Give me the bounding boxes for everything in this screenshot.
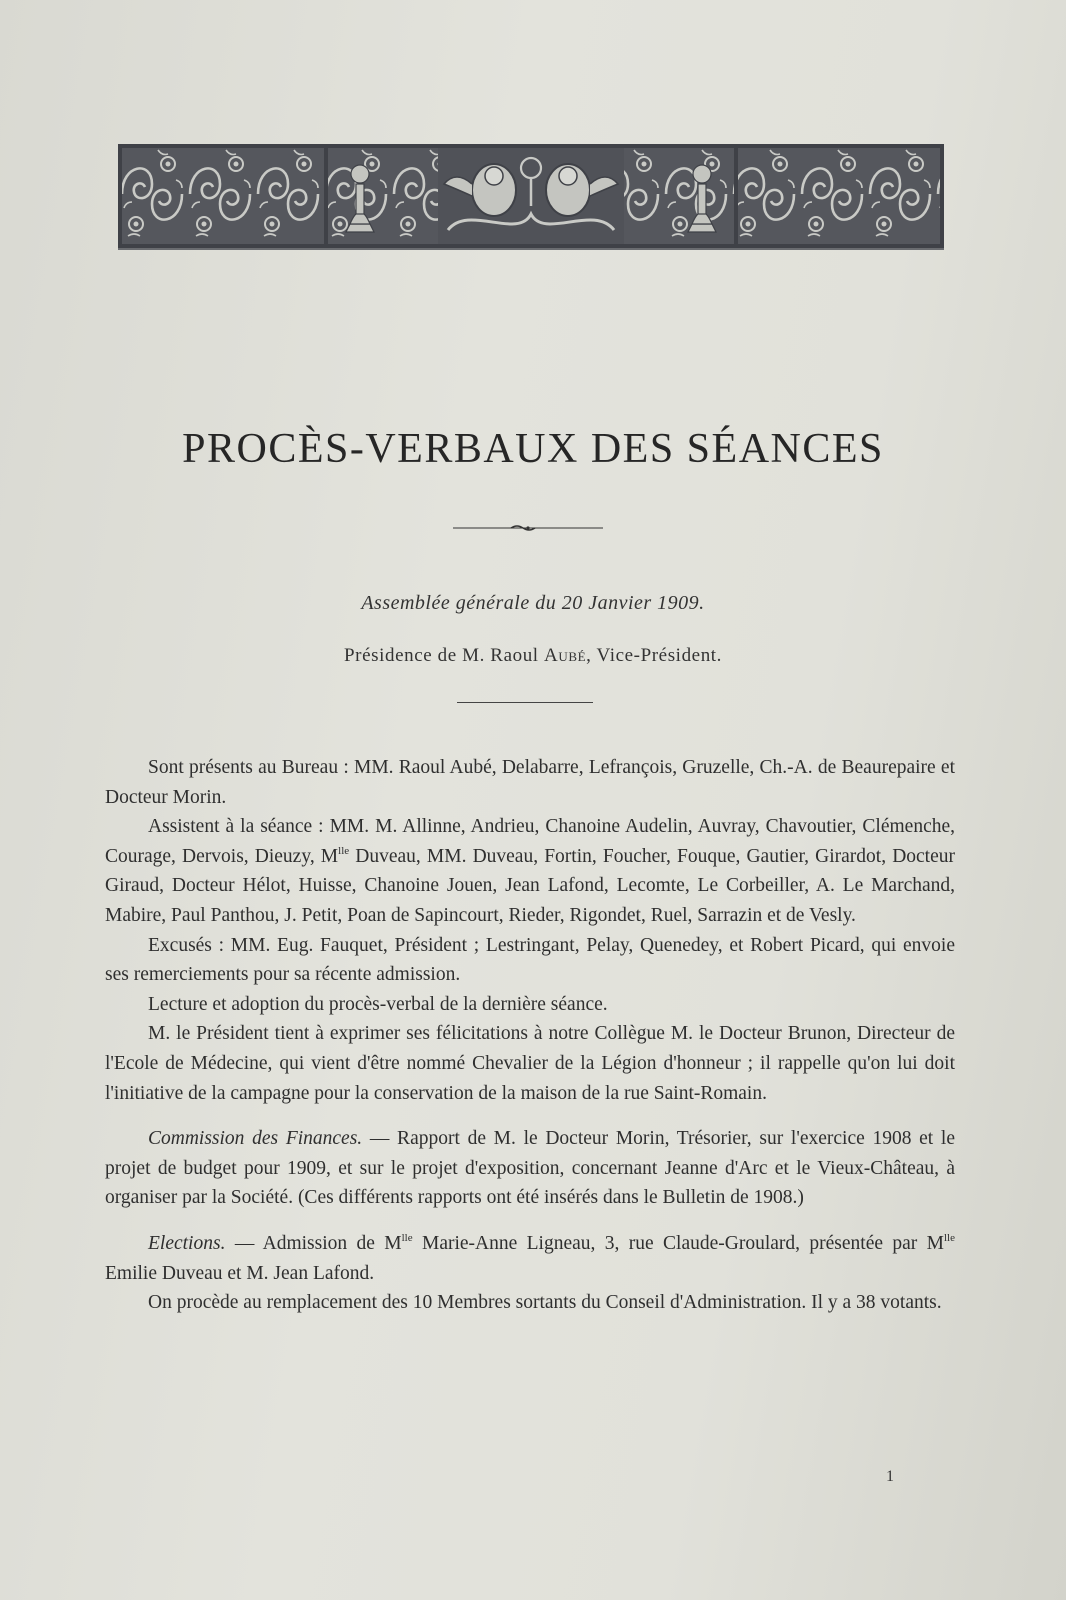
finances-heading: Commission des Finances.: [148, 1128, 363, 1150]
paragraph-bureau: Sont présents au Bureau : MM. Raoul Aubé, Delabarre, Lefrançois, Gruzelle, Ch.-A. de Beaurepaire et Docteur Morin.: [105, 757, 955, 808]
presidence-line: [0, 645, 1066, 667]
paragraph-replacement: On procède au remplacement des 10 Membres sortants du Conseil d'Administration. Il y a 38 votants.: [148, 1292, 942, 1314]
ornamental-rule: [453, 523, 603, 533]
headpiece-engraving: [118, 144, 944, 254]
presidence-after: , Vice-Président.: [586, 645, 723, 666]
section-divider: [457, 702, 593, 703]
minutes-body: [105, 753, 955, 1318]
session-subtitle: Assemblée générale du 20 Janvier 1909.: [361, 592, 705, 614]
page-title: PROCÈS-VERBAUX DES SÉANCES: [182, 426, 884, 472]
paragraph-excused: Excusés : MM. Eug. Fauquet, Président ; Lestringant, Pelay, Quenedey, et Robert Picard, qui envoie ses remerciements pour sa récente admission.: [105, 934, 955, 986]
attendees-text-a: Assistent à la séance : MM. M. Allinne, Andrieu, Chanoine Audelin, Auvray, Chavoutier, Clémenche, Courage, Dervois, Dieuzy, M: [105, 816, 955, 867]
elections-text-a: — Admission de M: [225, 1232, 402, 1254]
elections-sup-1: lle: [401, 1231, 413, 1244]
attendees-sup: lle: [338, 844, 350, 857]
paragraph-reading: Lecture et adoption du procès-verbal de la dernière séance.: [148, 993, 608, 1015]
presidence-before: Présidence de M. Raoul: [343, 645, 545, 666]
elections-text-b: Marie-Anne Ligneau, 3, rue Claude-Groulard, présentée par M: [412, 1232, 944, 1254]
finances-text: — Rapport de M. le Docteur Morin, Trésorier, sur l'exercice 1908 et le projet de budget pour 1909, et sur le projet d'exposition, concernant Jeanne d'Arc et le Vieux-Château, à organiser par la Société. (Ces différents rapports ont été insérés dans le Bulletin de 1908.): [105, 1128, 955, 1209]
paragraph-elections: [105, 1229, 955, 1288]
presidence-name: Aubé: [544, 645, 587, 666]
ornamental-headpiece: [118, 144, 944, 254]
attendees-text-b: Duveau, MM. Duveau, Fortin, Foucher, Fouque, Gautier, Girardot, Docteur Giraud, Docteur Hélot, Huisse, Chanoine Jouen, Jean Lafond, Lecomte, Le Corbeiller, A. Le Marchand, Mabire, Paul Panthou, J. Petit, Poan de Sapincourt, Rieder, Rigondet, Ruel, Sarrazin et de Vesly.: [105, 845, 955, 926]
paragraph-president: M. le Président tient à exprimer ses félicitations à notre Collègue M. le Docteur Brunon, Directeur de l'Ecole de Médecine, qui vient d'être nommé Chevalier de la Légion d'honneur ; il rappelle qu'on lui doit l'initiative de la campagne pour la conservation de la maison de la rue Saint-Romain.: [105, 1023, 955, 1104]
elections-text-c: Emilie Duveau et M. Jean Lafond.: [105, 1262, 375, 1284]
paragraph-attendees: [105, 812, 955, 930]
elections-heading: Elections.: [148, 1232, 226, 1254]
page-number: 1: [886, 1468, 894, 1485]
elections-sup-2: lle: [944, 1231, 955, 1244]
paragraph-finances: [105, 1124, 955, 1213]
